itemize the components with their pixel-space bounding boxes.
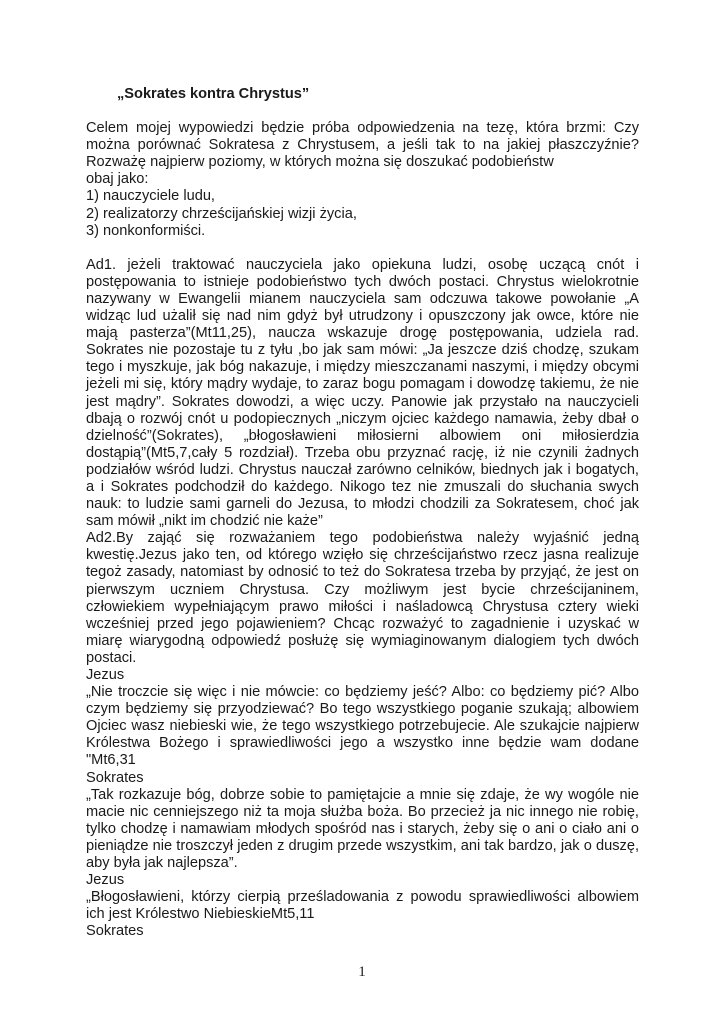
paragraph-gap [86,240,639,257]
speaker-label: Sokrates [86,769,144,786]
list-item: 2) realizatorzy chrześcijańskiej wizji życia, [86,205,357,222]
document-page [86,86,639,941]
list-item: 3) nonkonformiści. [86,222,206,239]
intro-paragraph: Celem mojej wypowiedzi będzie próba odpowiedzenia na tezę, która brzmi: Czy można porównać Sokratesa z Chrystusem, a jeśli tak to na jakiej płaszczyźnie? Rozważę najpierw poziomy, w których można się doszukać podobieństw [86,120,639,171]
dialogue-text: „Nie troczcie się więc i nie mówcie: co będziemy jeść? Albo: co będziemy pić? Albo czym będziemy się przyodziewać? Bo tego wszystkiego poganie szukają; albowiem Ojciec wasz niebieski wie, że tego wszystkiego potrzebujecie. Ale szukajcie najpierw Królestwa Bożego i sprawiedliwości jego a wszystko inne będzie wam dodane "Mt6,31 [86,684,639,769]
list-item: 1) nauczyciele ludu, [86,188,215,205]
dialogue-text: „Tak rozkazuje bóg, dobrze sobie to pamiętajcie a mnie się zdaje, że wy wogóle nie macie nic cenniejszego niż ta moja służba boża. Bo przecież ja nic innego nie robię, tylko chodzę i namawiam młodych spośród nas i starych, żeby się o ani o ciało ani o pieniądze nie troszczył jeden z drugim przede wszystkim, ani tak bardzo, jak o duszę, aby była jak najlepsza”. [86,786,639,872]
speaker-label: Sokrates [86,923,144,940]
document-title: „Sokrates kontra Chrystus” [117,86,310,102]
page-number: 1 [358,964,366,980]
speaker-label: Jezus [86,667,125,683]
list-intro: obaj jako: [86,171,149,188]
speaker-label: Jezus [86,872,125,889]
ad1-paragraph: Ad1. jeżeli traktować nauczyciela jako opiekuna ludzi, osobę uczącą cnót i postępowania to istnieje podobieństwo tych dwóch postaci. Chrystus wielokrotnie nazywany w Ewangelii mianem nauczyciela sam odczuwa takowe powołanie „A widząc lud użalił się nad nim gdyż był utrudzony i opuszczony jak owce, które nie mają pasterza”(Mt11,25), naucza wskazuje drogę postępowania, udziela rad. Sokrates nie pozostaje tu z tyłu ,bo jak sam mówi: „Ja jeszcze dziś chodzę, szukam tego i myszkuje, jak bóg nakazuje, i między mieszczanami naszymi, i między obcymi jeżeli mi się, który mądry wydaje, to zaraz bogu pomagam i dowodzę takiemu, że nie jest mądry”. Sokrates dowodzi, a więc uczy. Panowie jak przystało na nauczycieli dbają o rozwój cnót u podopiecznych „niczym ojciec każdego namawia, żeby dbał o dzielność”(Sokrates), „błogosławieni miłosierni albowiem oni miłosierdzia dostąpią”(Mt5,7,cały 5 rozdział). Trzeba obu przyznać rację, iż nie czynili żadnych podziałów wśród ludzi. Chrystus nauczał zarówno celników, biednych jak i bogatych, a i Sokrates podchodził do każdego. Nikogo tez nie zmuszali do słuchania swych nauk: to ludzie sami garneli do Jezusa, to młodzi chodzili za Sokratesem, choć jak sam mówił „nikt im chodzić nie każe” [86,256,639,530]
ad2-paragraph: Ad2.By zająć się rozważaniem tego podobieństwa należy wyjaśnić jedną kwestię.Jezus jako ten, od którego wzięło się chrześcijaństwo rzecz jasna realizuje tegoż zasady, natomiast by odnosić to też do Sokratesa trzeba by przyjąć, że jest on pierwszym uczniem Chrystusa. Czy możliwym jest bycie chrześcijaninem, człowiekiem wypełniającym prawo miłości i naśladowcą Chrystusa cztery wieki wcześniej przed jego pojawieniem? Chcąc rozważyć to zagadnienie i uzyskać w miarę wiarygodną odpowiedź posłużę się wymiaginowanym dialogiem tych dwóch postaci. [86,530,639,666]
dialogue-text: „Błogosławieni, którzy cierpią prześladowania z powodu sprawiedliwości albowiem ich jest Królestwo NiebieskieMt5,11 [86,889,639,923]
